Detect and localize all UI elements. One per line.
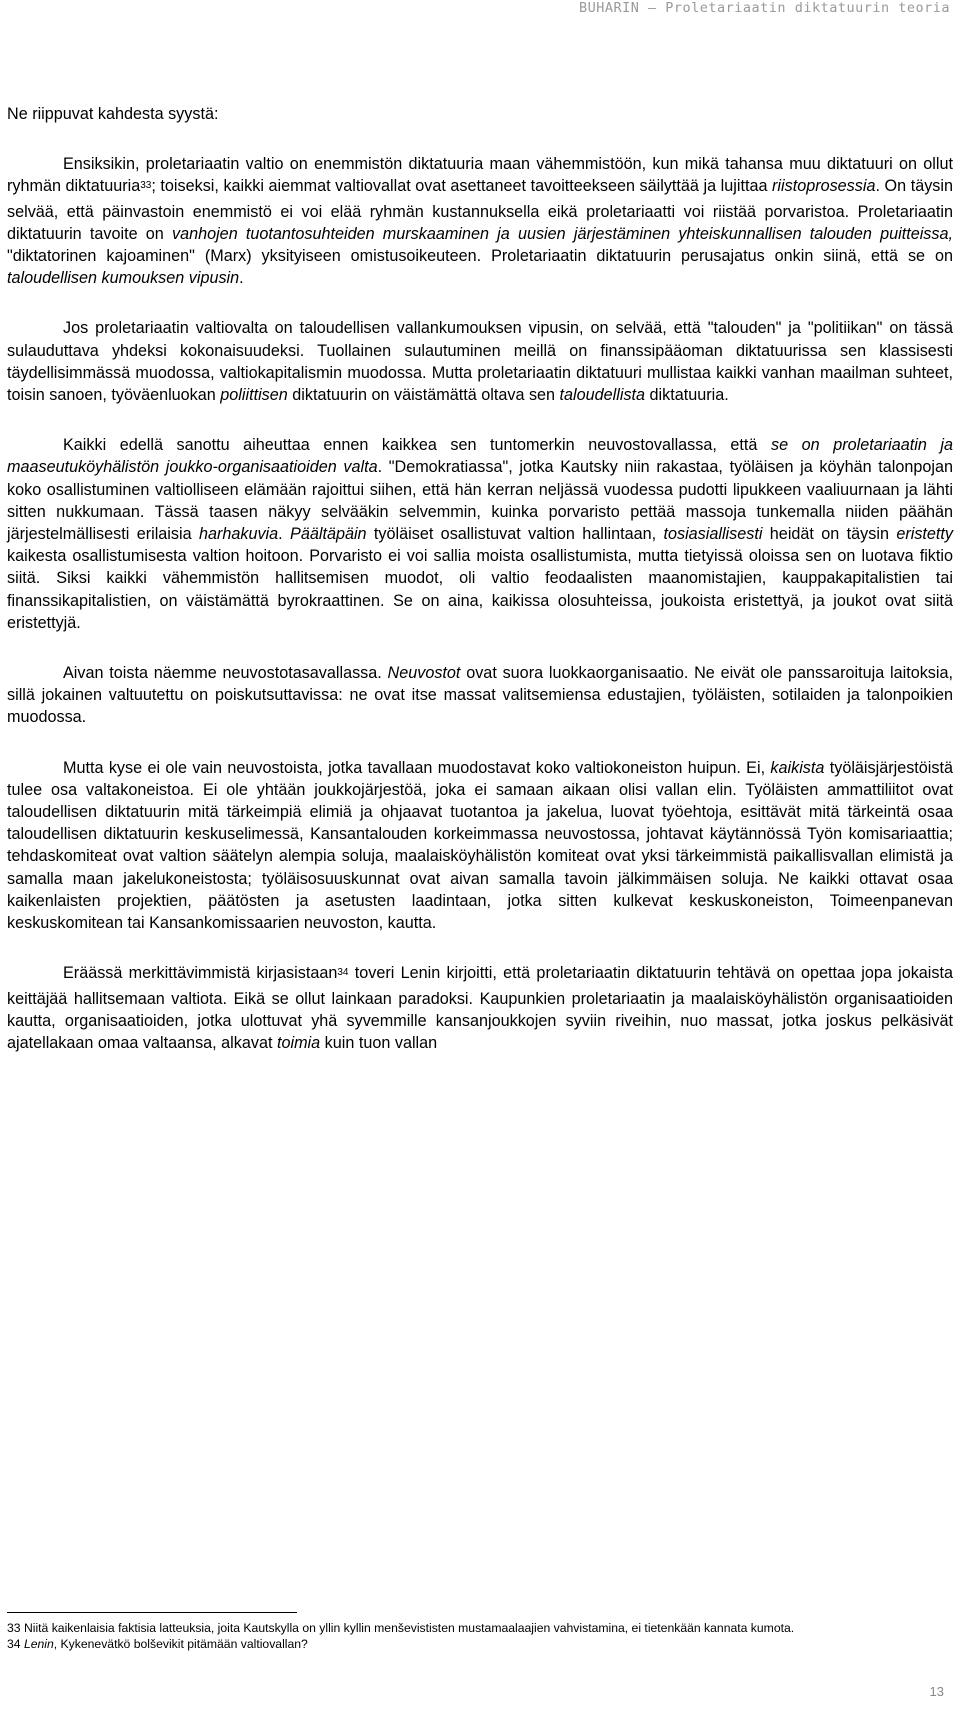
text-run: heidät on täysin [762, 525, 897, 544]
footnote-ref: 33 [140, 180, 152, 192]
paragraph-spacer [7, 729, 953, 757]
text-run: työläiset osallistuvat valtion hallintaan, [366, 525, 664, 544]
page-number: 13 [929, 1684, 944, 1699]
italic-run: kaikista [770, 758, 825, 777]
italic-run: riistoprosessia [772, 177, 876, 196]
text-run: diktatuurin on väistämättä oltava sen [287, 386, 560, 405]
italic-run: taloudellista [559, 386, 646, 405]
text-run: Eräässä merkittävimmistä kirjasistaan [63, 964, 338, 983]
running-header: BUHARIN – Proletariaatin diktatuurin teoria [579, 0, 950, 16]
text-run: Jos proletariaatin valtiovalta on taloudellisen vallankumouksen vipusin, on selvää, että "talouden" ja "politiikan" on tässä sulauduttava yhdeksi kokonaisuudeksi. Tuollainen sulautuminen meillä on finanssipääoman diktatuurissa sen klassisesti täydellisimmässä muodossa, valtiokapitalismin muodossa. Mutta proletariaatin diktatuuri mullistaa kaikki vanhan maailman suhteet, toisin sanoen, työväenluokan [7, 319, 953, 405]
italic-run: poliittisen [220, 386, 288, 405]
text-run: Ensiksikin, proletariaatin valtio on enemmistön diktatuuria maan vähemmistöön, kun mikä tahansa muu diktatuuri on ollut ryhmän diktatuuria [7, 155, 953, 196]
paragraph-spacer [7, 634, 953, 662]
footnote-ref: 34 [337, 967, 349, 979]
italic-run: Neuvostot [387, 664, 461, 683]
italic-run: vanhojen tuotantosuhteiden murskaaminen ja uusien järjestäminen yhteiskunnallisen talouden puitteissa, [171, 224, 953, 243]
italic-run: eristetty [896, 525, 954, 544]
paragraph-spacer [7, 125, 953, 153]
italic-run: se on proletariaatin ja maaseutuköyhälistön joukko-organisaatioiden valta [7, 436, 953, 477]
text-run: kuin tuon vallan [320, 1033, 438, 1052]
paragraph-5 [7, 757, 953, 935]
text-run: Mutta kyse ei ole vain neuvostoista, jotka tavallaan muodostavat koko valtiokoneiston huipun. Ei, [63, 758, 771, 777]
paragraph-spacer [7, 934, 953, 962]
italic-run: harhakuvia [198, 525, 279, 544]
text-run: , Kykenevätkö bolševikit pitämään valtiovallan? [53, 1637, 308, 1651]
text-run: "diktatorinen kajoaminen" (Marx) yksityiseen omistusoikeuteen. Proletariaatin diktatuurin perusajatus onkin siinä, että se on [7, 247, 953, 266]
footnotes [7, 1620, 947, 1652]
text-run: 34 [7, 1637, 24, 1651]
text-run: kaikesta osallistumisesta valtion hoitoon. Porvaristo ei voi sallia moista osallistumista, mutta tietyissä oloissa sen on luotava fiktio siitä. Siksi kaikki vähemmistön hallitsemisen muodot, oli valtio feodaalisten maanomistajien, kauppakapitalistien tai finanssikapitalistien, on väistämättä byrokraattinen. Se on aina, kaikissa olosuhteissa, joukoista eristettyä, ja joukot ovat siitä eristettyjä. [7, 547, 953, 632]
italic-run: taloudellisen kumouksen vipusin [7, 269, 240, 288]
text-run: diktatuuria. [645, 386, 729, 405]
italic-run: Lenin [23, 1637, 54, 1651]
text-run: työläisjärjestöistä tulee osa valtakoneistoa. Ei ole yhtään joukkojärjestöä, joka ei samaan aikaan olisi vallan elin. Työläisten ammattiliitot ovat taloudellisen diktatuurin mitä tärkeimpiä elimiä ja ohjaavat tuotantoa ja jakelua, luovat työehtoja, esittävät mitä tärkeintä osaa taloudellisen diktatuurin keskuselimessä, Kansantalouden korkeimmassa neuvostossa, johtavat käytännössä Työn komisariaattia; tehdaskomiteat ovat valtion säätelyn alempia soluja, maalaisköyhälistön komiteat ovat yksi tärkeimmistä paikallisvallan elimistä ja samalla maan jakelukoneistosta; työläisosuuskunnat ovat aivan samalla tavoin jälkimmäisen soluja. Ne kaikki ottavat osaa kaikenlaisten projektien, päätösten ja asetusten laadintaan, jotka sitten kulkevat keskuskoneiston, Toimeenpanevan keskuskomitean tai Kansankomissaarien neuvoston, kautta. [7, 758, 953, 933]
italic-run: tosiasiallisesti [663, 525, 763, 544]
footnote-divider [7, 1612, 297, 1613]
text-run: Kaikki edellä sanottu aiheuttaa ennen kaikkea sen tuntomerkin neuvostovallassa, että [63, 436, 771, 455]
text-run: . On täysin selvää, että päinvastoin enemmistö ei voi elää ryhmän kustannuksella eikä proletariaatti voi riistää porvaristoa. Proletariaatin diktatuurin tavoite on [7, 177, 953, 243]
document-body [7, 103, 953, 1054]
paragraph-4 [7, 662, 953, 729]
text-run: . [278, 525, 291, 544]
paragraph-spacer [7, 406, 953, 434]
paragraph-3 [7, 434, 953, 634]
paragraph-spacer [7, 289, 953, 317]
text-run: . [239, 269, 244, 288]
italic-run: Päältäpäin [290, 525, 367, 544]
footnote-34 [7, 1636, 947, 1652]
text-run: ovat suora luokkaorganisaatio. Ne eivät ole panssaroituja laitoksia, sillä jokainen valtuutettu on poiskutsuttavissa: ne ovat itse massat valitsemiensa edustajien, työläisten, sotilaiden ja talonpoikien muodossa. [7, 664, 953, 727]
intro-line: Ne riippuvat kahdesta syystä: [7, 105, 219, 123]
italic-run: toimia [276, 1033, 321, 1052]
text-run: . "Demokratiassa", jotka Kautsky niin rakastaa, työläisen ja köyhän talonpojan koko osallistuminen valtiolliseen elämään rajoittui siihen, että hän kerran neljässä vuodessa pudotti lipukkeen vaaliuurnaan ja lähti sitten nukkumaan. Tässä taasen näkyy selvääkin selvemmin, kuinka porvaristo pettää massoja tunkemalla niiden päähän järjestelmällisesti erilaisia [7, 458, 953, 544]
text-run: 33 Niitä kaikenlaisia faktisia latteuksia, joita Kautskylla on yllin kyllin menševististen mustamaalaajien vahvistamina, ei tietenkään kannata kumota. [7, 1621, 795, 1635]
text-run: Aivan toista näemme neuvostotasavallassa. [63, 664, 388, 683]
footnote-33 [7, 1620, 947, 1636]
paragraph-1 [7, 153, 953, 289]
text-run: ; toiseksi, kaikki aiemmat valtiovallat ovat asettaneet tavoitteekseen säilyttää ja lujittaa [151, 177, 773, 196]
paragraph-6 [7, 962, 953, 1054]
text-run: toveri Lenin kirjoitti, että proletariaatin diktatuurin tehtävä on opettaa jopa jokaista keittäjää hallitsemaan valtiota. Eikä se ollut lainkaan paradoksi. Kaupunkien proletariaatin ja maalaisköyhälistön organisaatioiden kautta, organisaatioiden, jotka ulottuvat yhä syvemmille kansanjoukkojen syviin riveihin, nuo massat, jotka joskus pelkäsivät ajatellakaan omaa valtaansa, alkavat [7, 964, 954, 1052]
paragraph-2 [7, 317, 953, 406]
